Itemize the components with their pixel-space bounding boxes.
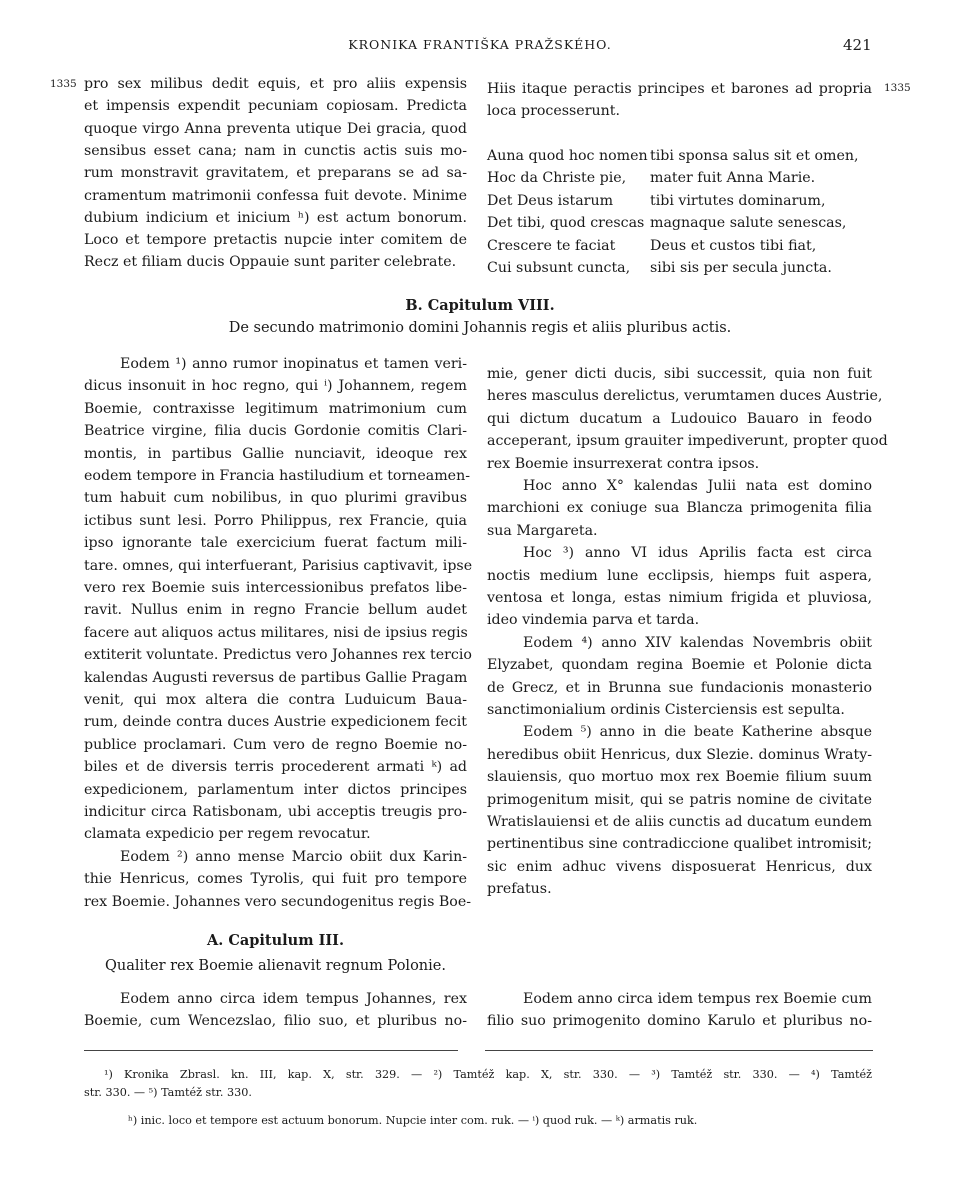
verse-second-half: tibi virtutes dominarum, <box>650 192 826 209</box>
footnote-rule-right <box>485 1050 873 1051</box>
text-line: extiterit voluntate. Predictus vero Johannes rex tercio <box>84 647 472 664</box>
text-line: vero rex Boemie suis intercessionibus prefatos libe- <box>84 580 467 596</box>
text-line: rex Boemie. Johannes vero secundogenitus regis Boe- <box>84 893 472 910</box>
footnote-line-1: ¹) Kronika Zbrasl. kn. III, kap. X, str. 329. — ²) Tamtéž kap. X, str. 330. — ³) Tamtéž str. 330. — ⁴) Tamtéž <box>104 1068 872 1081</box>
verse-first-half: Det Deus istarum <box>487 192 614 209</box>
verse-first-half: Det tibi, quod crescas <box>487 215 645 232</box>
section-a-subtitle: Qualiter rex Boemie alienavit regnum Polonie. <box>105 958 446 974</box>
text-line: Beatrice virgine, filia ducis Gordonie comitis Clari- <box>84 423 467 440</box>
verse-first-half: Cui subsunt cuncta, <box>487 260 631 276</box>
text-line: quoque virgo Anna preventa utique Dei gracia, quod <box>84 120 467 137</box>
text-line: Eodem ¹) anno rumor inopinatus et tamen veri- <box>120 356 467 372</box>
text-line: Eodem ²) anno mense Marcio obiit dux Karin- <box>120 848 467 865</box>
text-line: prefatus. <box>487 881 552 898</box>
text-line: ictibus sunt lesi. Porro Philippus, rex Francie, quia <box>84 512 467 529</box>
page-number: 421 <box>843 36 872 54</box>
text-line: biles et de diversis terris procederent armati ᵏ) ad <box>84 759 467 776</box>
text-line: Wratislauiensi et de aliis cunctis ad ducatum eundem <box>487 814 872 830</box>
text-line: pertinentibus sine contradiccione qualibet intromisit; <box>487 836 872 853</box>
text-line: et impensis expendit pecuniam copiosam. Predicta <box>84 98 467 115</box>
text-line: cramentum matrimonii confessa fuit devote. Minime <box>84 187 467 204</box>
text-line: rex Boemie insurrexerat contra ipsos. <box>487 455 760 472</box>
text-line: sensibus esset cana; nam in cunctis actis suis mo- <box>84 142 467 159</box>
text-line: montis, in partibus Gallie nunciavit, ideoque rex <box>84 445 467 462</box>
text-line: slauiensis, quo mortuo mox rex Boemie filium suum <box>487 769 872 786</box>
text-line: clamata expedicio per regem revocatur. <box>84 826 371 843</box>
text-line: Hoc anno X° kalendas Julii nata est domino <box>523 478 872 494</box>
section-a-title: A. Capitulum III. <box>206 932 344 949</box>
verse-first-half: Crescere te faciat <box>487 237 616 254</box>
text-line: tum habuit cum nobilibus, in quo plurimi gravibus <box>84 490 467 507</box>
text-line: Eodem anno circa idem tempus rex Boemie cum <box>523 991 872 1007</box>
text-line: noctis medium lune ecclipsis, hiemps fuit aspera, <box>487 567 872 584</box>
text-line: thie Henricus, comes Tyrolis, qui fuit pro tempore <box>84 871 467 888</box>
text-line: qui dictum ducatum a Ludouico Bauaro in feodo <box>487 410 872 427</box>
footnote-line-3: ʰ) inic. loco et tempore est actuum bonorum. Nupcie inter com. ruk. — ⁱ) quod ruk. — ᵏ) armatis ruk. <box>128 1114 698 1127</box>
section-b-subtitle: De secundo matrimonio domini Johannis regis et aliis pluribus actis. <box>228 320 732 336</box>
margin-year-left: 1335 <box>50 78 77 90</box>
text-line: dubium indicium et inicium ʰ) est actum bonorum. <box>84 209 467 226</box>
text-line: loca processerunt. <box>487 103 620 120</box>
verse-first-half: Hoc da Christe pie, <box>487 170 627 187</box>
text-line: marchioni ex coniuge sua Blancza primogenita filia <box>487 500 872 517</box>
text-line: de Grecz, et in Brunna sue fundacionis monasterio <box>487 679 872 696</box>
footnote-rule-left <box>84 1050 458 1051</box>
text-line: Boemie, cum Wencezslao, filio suo, et pluribus no- <box>84 1013 467 1030</box>
section-b-title: B. Capitulum VIII. <box>405 297 555 314</box>
text-line: mie, gener dicti ducis, sibi successit, quia non fuit <box>487 366 872 382</box>
text-line: sua Margareta. <box>487 522 598 539</box>
text-line: pro sex milibus dedit equis, et pro aliis expensis <box>84 76 467 92</box>
text-line: Loco et tempore pretactis nupcie inter comitem de <box>84 232 467 249</box>
text-line: Boemie, contraxisse legitimum matrimonium cum <box>84 400 467 417</box>
text-line: expedicionem, parlamentum inter dictos principes <box>84 781 467 798</box>
text-line: Elyzabet, quondam regina Boemie et Polonie dicta <box>487 657 872 674</box>
verse-second-half: sibi sis per secula juncta. <box>650 260 832 276</box>
footnote-line-2: str. 330. — ⁵) Tamtéž str. 330. <box>84 1086 252 1099</box>
text-line: ravit. Nullus enim in regno Francie bellum audet <box>84 602 467 619</box>
text-line: Hoc ³) anno VI idus Aprilis facta est circa <box>523 545 872 562</box>
running-title: KRONIKA FRANTIŠKA PRAŽSKÉHO. <box>348 37 612 52</box>
text-line: ideo vindemia parva et tarda. <box>487 612 700 629</box>
text-line: acceperant, ipsum grauiter impediverunt, propter quod <box>487 433 888 450</box>
text-line: Hiis itaque peractis principes et barones ad propria <box>487 81 872 97</box>
margin-year-right: 1335 <box>884 82 911 94</box>
text-line: eodem tempore in Francia hastiludium et torneamen- <box>84 468 471 484</box>
text-line: sanctimonialium ordinis Cisterciensis est sepulta. <box>487 702 845 718</box>
text-line: Eodem anno circa idem tempus Johannes, rex <box>120 991 467 1007</box>
text-line: venit, qui mox altera die contra Luduicum Baua- <box>84 692 467 708</box>
text-line: heredibus obiit Henricus, dux Slezie. dominus Wraty- <box>487 746 872 763</box>
verse-first-half: Auna quod hoc nomen <box>487 148 648 164</box>
text-line: heres masculus derelictus, verumtamen duces Austrie, <box>487 388 883 405</box>
text-line: filio suo primogenito domino Karulo et pluribus no- <box>487 1013 872 1030</box>
verse-second-half: magnaque salute senescas, <box>650 215 847 232</box>
verse-second-half: Deus et custos tibi fiat, <box>650 237 817 254</box>
text-line: primogenitum misit, qui se patris nomine de civitate <box>487 791 872 808</box>
text-line: indicitur circa Ratisbonam, ubi acceptis treugis pro- <box>84 804 467 820</box>
text-line: kalendas Augusti reversus de partibus Gallie Pragam <box>84 669 468 686</box>
text-line: Eodem ⁴) anno XIV kalendas Novembris obiit <box>523 634 872 651</box>
text-line: Recz et filiam ducis Oppauie sunt pariter celebrate. <box>84 254 457 271</box>
text-line: rum monstravit gravitatem, et preparans se ad sa- <box>84 165 467 182</box>
text-line: publice proclamari. Cum vero de regno Boemie no- <box>84 736 467 753</box>
text-line: ipso ignorante tale exercicium fuerat factum mili- <box>84 535 467 552</box>
verse-second-half: mater fuit Anna Marie. <box>650 170 816 187</box>
text-line: dicus insonuit in hoc regno, qui ⁱ) Johannem, regem <box>84 378 467 395</box>
verse-second-half: tibi sponsa salus sit et omen, <box>650 148 859 164</box>
text-line: rum, deinde contra duces Austrie expedicionem fecit <box>84 714 467 731</box>
text-line: ventosa et longa, estas nimium frigida et pluviosa, <box>487 590 872 606</box>
text-line: facere aut aliquos actus militares, nisi de ipsius regis <box>84 624 468 641</box>
text-line: tare. omnes, qui interfuerant, Parisius captivavit, ipse <box>84 557 473 574</box>
text-line: Eodem ⁵) anno in die beate Katherine absque <box>523 724 872 741</box>
text-line: sic enim adhuc vivens disposuerat Henricus, dux <box>487 858 872 875</box>
